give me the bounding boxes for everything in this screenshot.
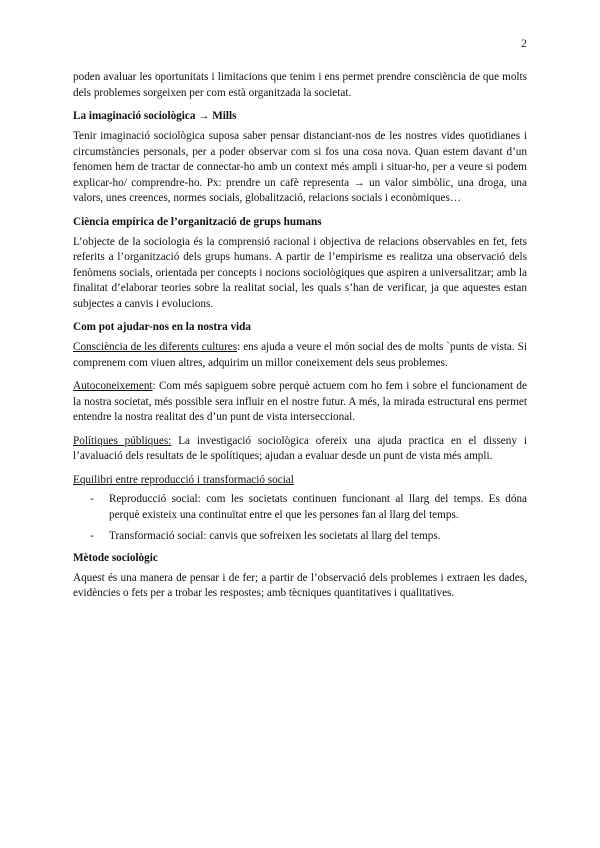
page-number: 2 [521, 36, 527, 50]
term-cultures: Consciència de les diferents cultures [73, 341, 238, 353]
text-public-policies: La investigació sociològica ofereix una ajuda practica en el disseny i l’avaluació dels resultats de le spolítiques; ajudan a evaluar desde un punt de vista més ampli. [73, 434, 527, 462]
dash-bullet: - [90, 493, 94, 505]
paragraph-sociological-imagination: Tenir imaginació sociològica suposa saber pensar distanciant-nos de les nostres vides quotidianes i circumstàncies personals, per a poder observar com si fos una cosa nova. Quan estem davant d’un fenomen hem de tractar de connectar-ho amb un context més ampli i situar-ho, per a veure si podem explicar-ho/ comprendre-ho. Px: prendre un cafè representa → un valor simbòlic, una droga, una valors, unes creences, normes socials, globalització, relacions socials i econòmiques… [73, 130, 527, 204]
list-item-text: Transformació social: canvis que sofreixen les societats al llarg del temps. [109, 530, 441, 542]
heading-how-it-helps: Com pot ajudar-nos en la nostra vida [73, 321, 251, 333]
page-content [73, 70, 527, 610]
paragraph-empirical-science: L’objecte de la sociologia és la comprensió racional i objectiva de relacions observables en fet, fets referits a l’organització dels grups humans. A partir de l’empirisme es realitza una observació dels fenòmens socials, orientada per concepts i nocions sociològiques que aspiren a universalitzar; amb la finalitat d’elaborar teories sobre la realitat social, les quals s’han de verificar, ja que aquestes estan subjectes a canvis i evolucions. [73, 235, 527, 310]
list-item [73, 529, 527, 545]
heading-sociological-imagination: La imaginació sociològica → Mills [73, 110, 237, 122]
paragraph-public-policies [73, 434, 527, 465]
balance-list [73, 492, 527, 545]
text-self-knowledge: : Com més sapiguem sobre perquè actuem com ho fem i sobre el funcionament de la nostra societat, més possible sera influir en el nostre futur. A més, la mirada estructural ens permet entendre la nostra realitat des d’un punt de vista interseccional. [73, 380, 527, 423]
term-self-knowledge: Autoconeixement [73, 380, 153, 392]
list-item-text: Reproducció social: com les societats continuen funcionant al llarg del temps. Es dóna perquè existeix una continuïtat entre el que les persones fan al llarg del temps. [109, 493, 527, 521]
term-public-policies: Polítiques públiques: [73, 434, 172, 447]
paragraph-cultures [73, 340, 527, 371]
paragraph-sociological-method: Aquest és una manera de pensar i de fer; a partir de l’observació dels problemes i extraen les dades, evidències o fets per a trobar les respostes; amb tècniques quantitatives i qualitatives. [73, 571, 527, 599]
list-item [73, 492, 527, 523]
intro-paragraph: poden avaluar les oportunitats i limitacions que tenim i ens permet prendre consciència de que molts dels problemes sorgeixen per com està organitzada la societat. [73, 71, 527, 99]
heading-empirical-science: Ciència empírica de l’organització de grups humans [73, 215, 322, 228]
heading-sociological-method: Mètode sociològic [73, 551, 158, 564]
paragraph-self-knowledge [73, 379, 527, 426]
term-balance: Equilibri entre reproducció i transformació social [73, 473, 294, 486]
paragraph-balance [73, 473, 527, 489]
text-cultures: : ens ajuda a veure el món social des de molts `punts de vista. Si comprenem com viuen altres, adquirim un millor coneixement dels seus problemes. [73, 341, 527, 369]
dash-bullet: - [90, 530, 94, 542]
